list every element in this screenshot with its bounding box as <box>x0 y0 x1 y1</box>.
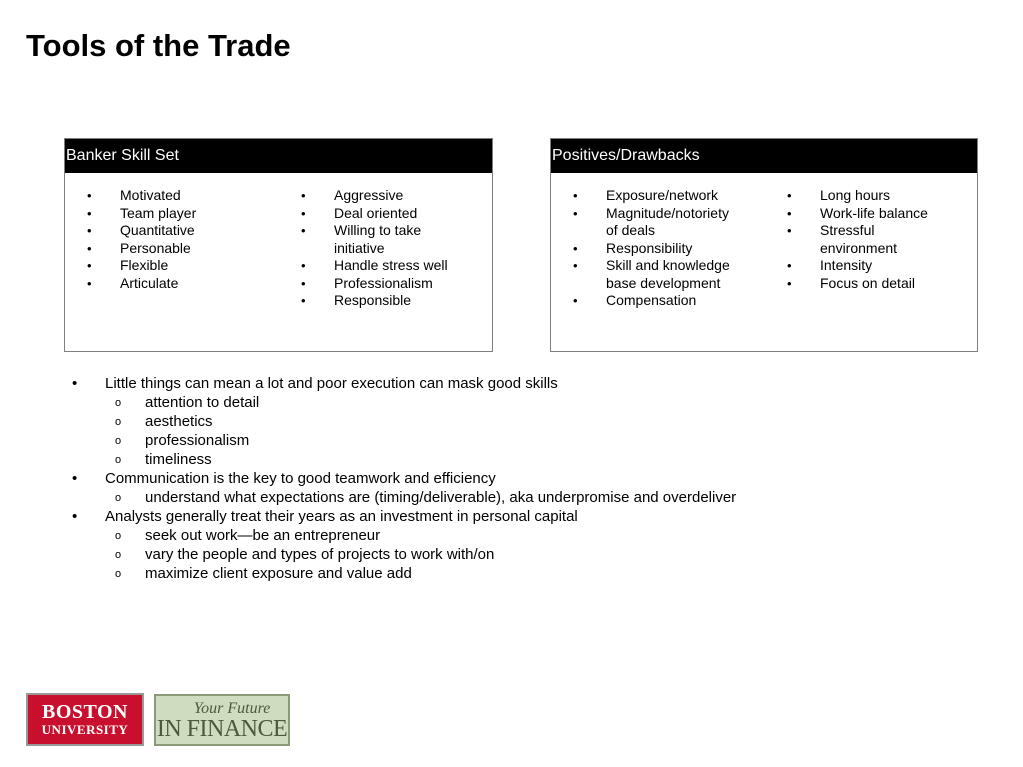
sub-bullet-text: maximize client exposure and value add <box>145 565 412 582</box>
bullet-icon: • <box>573 205 578 221</box>
list-item <box>765 205 955 223</box>
bullet-icon: • <box>301 205 306 221</box>
list-item-text: Exposure/network <box>606 187 719 203</box>
bullet-icon: • <box>301 275 306 291</box>
bullet-icon: • <box>301 258 306 273</box>
your-future-in-finance-logo <box>154 694 290 746</box>
bullet-icon: • <box>87 188 92 203</box>
list-item-text: Intensity <box>820 257 873 273</box>
bullet-icon: • <box>573 240 578 256</box>
list-item-text: Responsibility <box>606 239 693 256</box>
bullet-text: Analysts generally treat their years as an investment in personal capital <box>105 508 578 525</box>
list-item <box>765 257 955 275</box>
box-header: Positives/Drawbacks <box>551 139 977 173</box>
sub-bullet-point <box>68 393 968 412</box>
list-item <box>765 275 955 293</box>
main-bullet-list <box>68 374 968 583</box>
sub-bullet-text: professionalism <box>145 432 250 449</box>
bullet-icon: • <box>573 293 578 308</box>
sub-bullet-text: timeliness <box>145 451 212 468</box>
sub-bullet-point <box>68 526 968 545</box>
sub-bullet-text: vary the people and types of projects to work with/on <box>145 546 495 563</box>
banker-skill-set-box <box>64 138 493 352</box>
bullet-icon: • <box>72 508 78 525</box>
circle-bullet-icon: o <box>115 397 122 409</box>
logo-text: BOSTON <box>42 701 128 723</box>
bullet-icon: • <box>787 205 792 221</box>
list-item <box>551 240 741 258</box>
list-item <box>551 257 741 292</box>
list-item <box>65 240 255 258</box>
bullet-icon: • <box>87 258 92 273</box>
bullet-icon: • <box>787 275 792 291</box>
list-item <box>65 187 255 205</box>
list-item <box>65 275 255 293</box>
list-item-text: Personable <box>120 239 191 256</box>
circle-bullet-icon: o <box>115 568 122 580</box>
bullet-icon: • <box>87 223 92 238</box>
list-item <box>551 187 741 205</box>
list-item-text: Deal oriented <box>334 204 418 221</box>
bullet-icon: • <box>787 258 792 273</box>
list-item-text: Flexible <box>120 257 169 273</box>
list-item-text: Aggressive <box>334 187 404 203</box>
positives-drawbacks-box <box>550 138 978 352</box>
bullet-point <box>68 469 968 488</box>
bullet-icon: • <box>301 223 306 238</box>
logo-text: IN FINANCE <box>156 715 288 742</box>
sub-bullet-text: seek out work—be an entrepreneur <box>145 527 381 544</box>
skill-column-2 <box>279 187 469 310</box>
list-item <box>279 222 469 257</box>
boston-university-logo <box>26 693 144 746</box>
sub-bullet-point <box>68 564 968 583</box>
circle-bullet-icon: o <box>115 454 122 466</box>
list-item-text: Handle stress well <box>334 257 448 273</box>
circle-bullet-icon: o <box>115 435 122 447</box>
positives-column <box>551 187 741 310</box>
circle-bullet-icon: o <box>115 416 122 428</box>
list-item <box>765 222 955 257</box>
circle-bullet-icon: o <box>115 530 122 542</box>
sub-bullet-point <box>68 450 968 469</box>
list-item <box>765 187 955 205</box>
bullet-icon: • <box>87 205 92 221</box>
sub-bullet-text: understand what expectations are (timing/deliverable), aka underpromise and overdeliver <box>145 489 737 506</box>
list-item-text: Responsible <box>334 292 412 308</box>
bullet-icon: • <box>72 375 78 392</box>
list-item <box>279 187 469 205</box>
sub-bullet-text: attention to detail <box>145 394 260 411</box>
list-item-text: Stressful environment <box>820 222 898 256</box>
drawbacks-column <box>765 187 955 292</box>
bullet-icon: • <box>301 188 306 203</box>
box-header: Banker Skill Set <box>65 139 492 173</box>
circle-bullet-icon: o <box>115 549 122 561</box>
sub-bullet-point <box>68 431 968 450</box>
circle-bullet-icon: o <box>115 492 122 504</box>
bullet-text: Little things can mean a lot and poor execution can mask good skills <box>105 375 558 392</box>
bullet-icon: • <box>87 240 92 256</box>
list-item <box>279 292 469 310</box>
bullet-icon: • <box>573 258 578 273</box>
skill-column-1 <box>65 187 255 292</box>
list-item-text: Focus on detail <box>820 274 915 291</box>
page-title: Tools of the Trade <box>26 28 291 63</box>
list-item <box>65 257 255 275</box>
list-item-text: Team player <box>120 204 197 221</box>
list-item <box>279 205 469 223</box>
sub-bullet-point <box>68 488 968 507</box>
list-item-text: Skill and knowledge base development <box>606 257 730 291</box>
list-item-text: Quantitative <box>120 222 195 238</box>
list-item <box>65 205 255 223</box>
sub-bullet-text: aesthetics <box>145 413 213 430</box>
logo-text: UNIVERSITY <box>41 722 129 737</box>
list-item <box>279 257 469 275</box>
list-item-text: Magnitude/notoriety of deals <box>606 204 729 238</box>
list-item <box>65 222 255 240</box>
bullet-icon: • <box>72 470 78 487</box>
bullet-point <box>68 374 968 393</box>
list-item <box>551 292 741 310</box>
list-item <box>279 275 469 293</box>
list-item-text: Long hours <box>820 187 891 203</box>
sub-bullet-point <box>68 412 968 431</box>
list-item <box>551 205 741 240</box>
bullet-icon: • <box>573 188 578 203</box>
bullet-icon: • <box>301 293 306 308</box>
list-item-text: Compensation <box>606 292 697 308</box>
list-item-text: Articulate <box>120 274 179 291</box>
bullet-point <box>68 507 968 526</box>
bullet-icon: • <box>787 188 792 203</box>
bullet-text: Communication is the key to good teamwork and efficiency <box>105 470 496 487</box>
list-item-text: Motivated <box>120 187 181 203</box>
logo-text: Your Future <box>193 699 271 717</box>
list-item-text: Willing to take initiative <box>334 222 422 256</box>
bullet-icon: • <box>787 223 792 238</box>
list-item-text: Work-life balance <box>820 204 928 221</box>
list-item-text: Professionalism <box>334 274 433 291</box>
bullet-icon: • <box>87 275 92 291</box>
sub-bullet-point <box>68 545 968 564</box>
